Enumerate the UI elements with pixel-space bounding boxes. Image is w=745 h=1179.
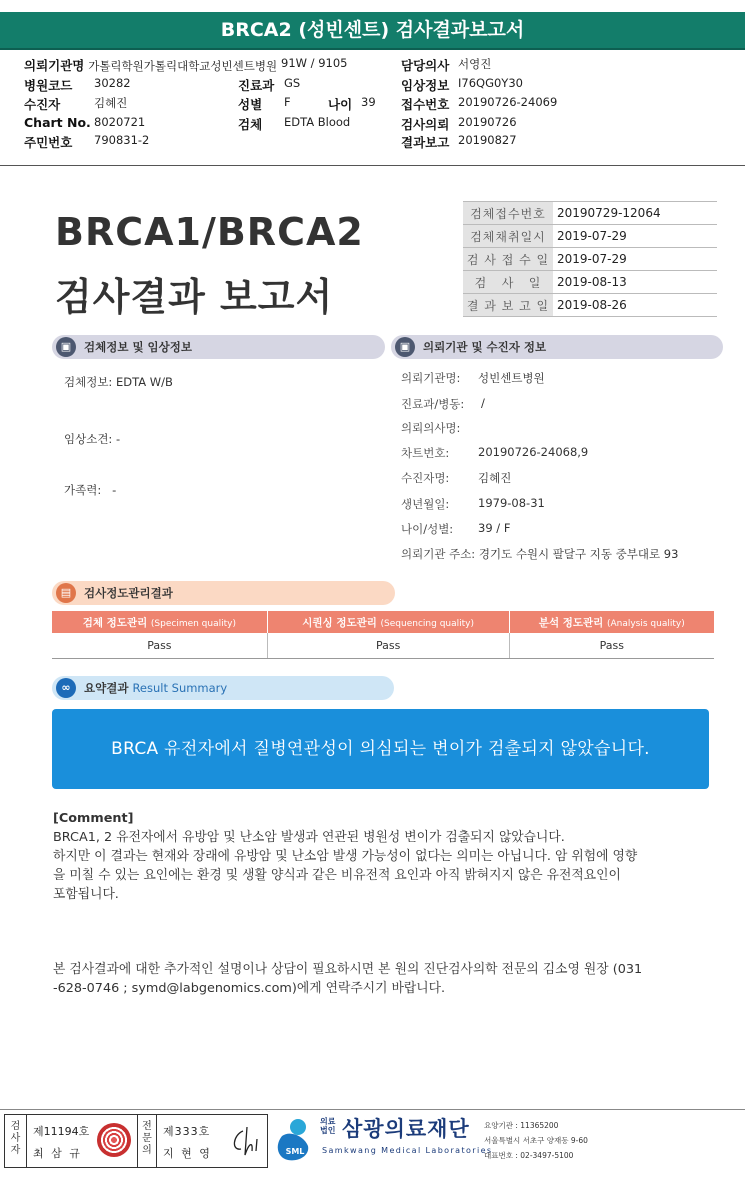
ribbon-icon: ∞ xyxy=(56,678,76,698)
comment-line: 하지만 이 결과는 현재와 장래에 유방암 및 난소암 발생 가능성이 없다는 의미는 아닙니다. 암 위험에 영향 xyxy=(53,849,638,864)
header-report-date: 결과보고 20190827 xyxy=(401,133,517,150)
clinical-findings: 임상소견: - xyxy=(64,432,121,446)
family-history: 가족력: - xyxy=(64,483,117,497)
specimen-section-header: ▣ 검체정보 및 임상정보 xyxy=(52,335,385,359)
specialist-name: 지 현 영 xyxy=(163,1147,212,1160)
table-row: 검체채취일시 2019-07-29 xyxy=(463,225,717,248)
folder-icon: ▣ xyxy=(56,337,76,357)
table-row: Pass Pass Pass xyxy=(52,633,714,658)
dates-table xyxy=(463,201,717,317)
contact-line: 본 검사결과에 대한 추가적인 설명이나 상담이 필요하시면 본 원의 진단검사의학 전문의 김소영 원장 (031 xyxy=(53,962,643,977)
patient-row: 의뢰기관명: 성빈센트병원 xyxy=(401,371,545,385)
header-patient: 수진자 김혜진 xyxy=(24,96,128,112)
header-sex: 성별 F xyxy=(238,95,291,112)
header-receipt-no: 접수번호 20190726-24069 xyxy=(401,95,558,112)
qc-col-analysis: 분석 정도관리 (Analysis quality) xyxy=(509,611,714,633)
patient-row: 생년월일: 1979-08-31 xyxy=(401,496,545,511)
report-banner: BRCA2 (성빈센트) 검사결과보고서 xyxy=(0,12,745,48)
header-dept: 진료과 GS xyxy=(238,76,301,93)
sml-logo-icon xyxy=(272,1114,318,1164)
comment-line: 을 미칠 수 있는 요인에는 환경 및 생활 양식과 같은 비유전적 요인과 아직 밝혀지지 않은 유전적요인이 xyxy=(53,868,621,883)
contact-line: -628-0746 ; symd@labgenomics.com)에게 연락주시기 바랍니다. xyxy=(53,981,446,996)
comment-title: [Comment] xyxy=(53,811,134,826)
report-title-line1: BRCA1/BRCA2 xyxy=(55,210,364,254)
org-type: 의료 법인 xyxy=(320,1117,336,1135)
header-ward: 91W / 9105 xyxy=(281,56,348,70)
header-hospital-code: 병원코드 30282 xyxy=(24,76,131,93)
header-request-date: 검사의뢰 20190726 xyxy=(401,115,517,132)
banner-rule xyxy=(0,48,745,50)
comment-line: BRCA1, 2 유전자에서 유방암 및 난소암 발생과 연관된 병원성 변이가 검출되지 않았습니다. xyxy=(53,830,565,845)
patient-row: 진료과/병동: / xyxy=(401,396,485,411)
result-summary-box: BRCA 유전자에서 질병연관성이 의심되는 변이가 검출되지 않았습니다. xyxy=(52,709,709,789)
qc-col-sequencing: 시퀀싱 정도관리 (Sequencing quality) xyxy=(267,611,509,633)
specialist-vertical-label: 전 문 의 xyxy=(137,1115,157,1167)
header-rule xyxy=(0,165,745,166)
comment-line: 포함됩니다. xyxy=(53,887,119,902)
org-name-en: Samkwang Medical Laboratories xyxy=(322,1146,493,1155)
table-row: 검 사 접 수 일 2019-07-29 xyxy=(463,248,717,271)
qc-col-specimen: 검체 정도관리 (Specimen quality) xyxy=(52,611,267,633)
header-age: 나이 39 xyxy=(328,95,376,112)
header-clinical-info: 임상정보 I76QG0Y30 xyxy=(401,76,523,93)
table-row: 결 과 보 고 일 2019-08-26 xyxy=(463,294,717,317)
table-row: 검체접수번호 20190729-12064 xyxy=(463,202,717,225)
header-chart-no: Chart No. 8020721 xyxy=(24,115,146,130)
table-row: 검 사 일 2019-08-13 xyxy=(463,271,717,294)
inspector-number: 제11194호 xyxy=(33,1125,90,1138)
specimen-info: 검체정보: EDTA W/B xyxy=(64,375,173,389)
header-resident-no: 주민번호 790831-2 xyxy=(24,133,150,150)
header-hospital: 의뢰기관명 가톨릭학원가톨릭대학교성빈센트병원 xyxy=(24,58,278,73)
contact-block xyxy=(53,960,723,998)
qc-section-header: ▤ 검사정도관리결과 xyxy=(52,581,395,605)
org-info: 요양기관 : 11365200 서울특별시 서초구 양재동 9-60 대표번호 : 02-3497-5100 xyxy=(484,1121,588,1160)
org-name: 삼광의료재단 xyxy=(342,1117,470,1141)
clipboard-icon: ▤ xyxy=(56,583,76,603)
patient-row: 의뢰의사명: xyxy=(401,421,461,435)
patient-row: 차트번호: 20190726-24068,9 xyxy=(401,445,589,460)
qc-table xyxy=(52,611,714,659)
signature-mark xyxy=(225,1121,265,1161)
header-specimen: 검체 EDTA Blood xyxy=(238,115,351,132)
footer-rule xyxy=(0,1109,745,1110)
patient-address: 의뢰기관 주소: 경기도 수원시 팔달구 지동 중부대로 93 xyxy=(401,547,679,561)
inspector-name: 최 삼 규 xyxy=(33,1147,82,1160)
inspector-vertical-label: 검 사 자 xyxy=(5,1115,27,1167)
signature-box xyxy=(4,1114,268,1168)
seal-stamp xyxy=(97,1123,131,1157)
patient-row: 수진자명: 김혜진 xyxy=(401,471,512,485)
header-doctor: 담당의사 서영진 xyxy=(401,57,492,73)
svg-text:SML: SML xyxy=(285,1147,305,1156)
table-header-row xyxy=(52,611,714,633)
report-title-line2: 검사결과 보고서 xyxy=(55,275,334,319)
summary-section-header: ∞ 요약결과 Result Summary xyxy=(52,676,394,700)
comment-block xyxy=(53,809,721,904)
specialist-number: 제333호 xyxy=(163,1125,211,1138)
patient-section-header: ▣ 의뢰기관 및 수진자 정보 xyxy=(391,335,723,359)
patient-row: 나이/성별: 39 / F xyxy=(401,521,511,536)
folder-icon: ▣ xyxy=(395,337,415,357)
